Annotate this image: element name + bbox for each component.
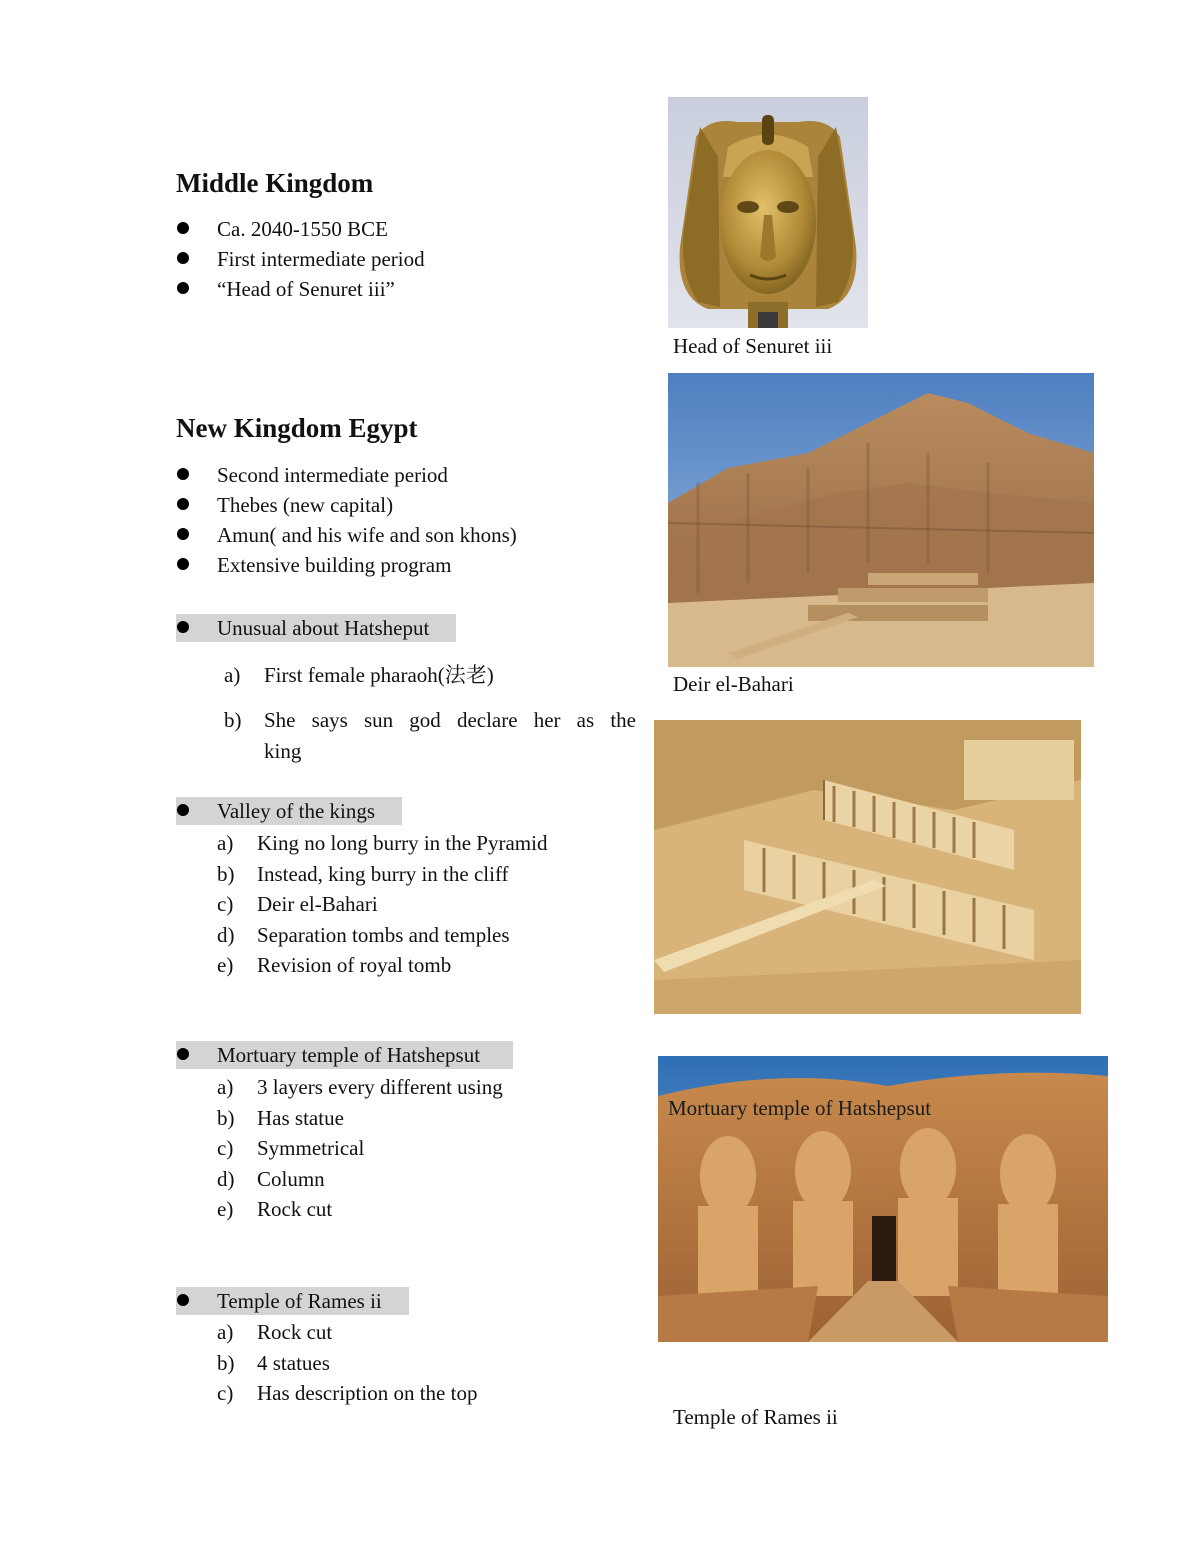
rames-temple-image	[658, 1056, 1108, 1342]
mortuary-list	[217, 1072, 637, 1225]
new-kingdom-heading: New Kingdom Egypt	[176, 413, 418, 443]
list-item: a) Rock cut	[217, 1320, 333, 1344]
list-item: a) King no long burry in the Pyramid	[217, 831, 548, 855]
middle-kingdom-list	[217, 214, 425, 304]
bullet-item: Ca. 2040-1550 BCE	[217, 214, 425, 244]
bullet-item: Thebes (new capital)	[217, 490, 517, 520]
list-item: b) Has statue	[217, 1105, 344, 1130]
bullet-item: Amun( and his wife and son khons)	[217, 520, 517, 550]
list-item: a) First female pharaoh(法老)	[224, 663, 494, 687]
mortuary-title: Mortuary temple of Hatshepsut	[217, 1043, 481, 1067]
caption-senuret: Head of Senuret iii	[673, 334, 833, 358]
valley-list	[217, 828, 637, 981]
list-item: d) Separation tombs and temples	[217, 922, 510, 947]
bullet-item: Extensive building program	[217, 550, 517, 580]
hatsheput-bullet	[217, 613, 429, 643]
list-item: b) 4 statues	[217, 1350, 330, 1375]
caption-mortuary-overlay: Mortuary temple of Hatshepsut	[668, 1096, 932, 1120]
rames-list	[217, 1317, 637, 1409]
list-item: c) Deir el-Bahari	[217, 892, 378, 917]
deir-el-bahari-image	[668, 373, 1094, 667]
list-item: b) She says sun god declare her as the king	[224, 708, 636, 763]
bullet-item: Second intermediate period	[217, 460, 517, 490]
bullet-item: First intermediate period	[217, 244, 425, 274]
list-item: a) 3 layers every different using	[217, 1075, 503, 1099]
middle-kingdom-heading: Middle Kingdom	[176, 168, 374, 198]
list-item: e) Revision of royal tomb	[217, 953, 452, 978]
senuret-head-image	[668, 97, 868, 328]
bullet-item: “Head of Senuret iii”	[217, 274, 425, 304]
caption-deir-el-bahari: Deir el-Bahari	[673, 672, 794, 696]
list-item: c) Has description on the top	[217, 1381, 478, 1406]
list-item: b) Instead, king burry in the cliff	[217, 861, 509, 886]
new-kingdom-list	[217, 460, 517, 580]
list-item: d) Column	[217, 1166, 325, 1191]
list-item: e) Rock cut	[217, 1197, 333, 1222]
list-item: c) Symmetrical	[217, 1136, 365, 1161]
valley-bullet	[217, 796, 375, 826]
mortuary-bullet	[217, 1040, 480, 1070]
rames-title: Temple of Rames ii	[217, 1289, 382, 1313]
mortuary-temple-image	[654, 720, 1081, 1014]
hatsheput-title: Unusual about Hatsheput	[217, 616, 430, 640]
caption-rames: Temple of Rames ii	[673, 1405, 838, 1429]
valley-title: Valley of the kings	[217, 799, 376, 823]
rames-bullet	[217, 1286, 382, 1316]
